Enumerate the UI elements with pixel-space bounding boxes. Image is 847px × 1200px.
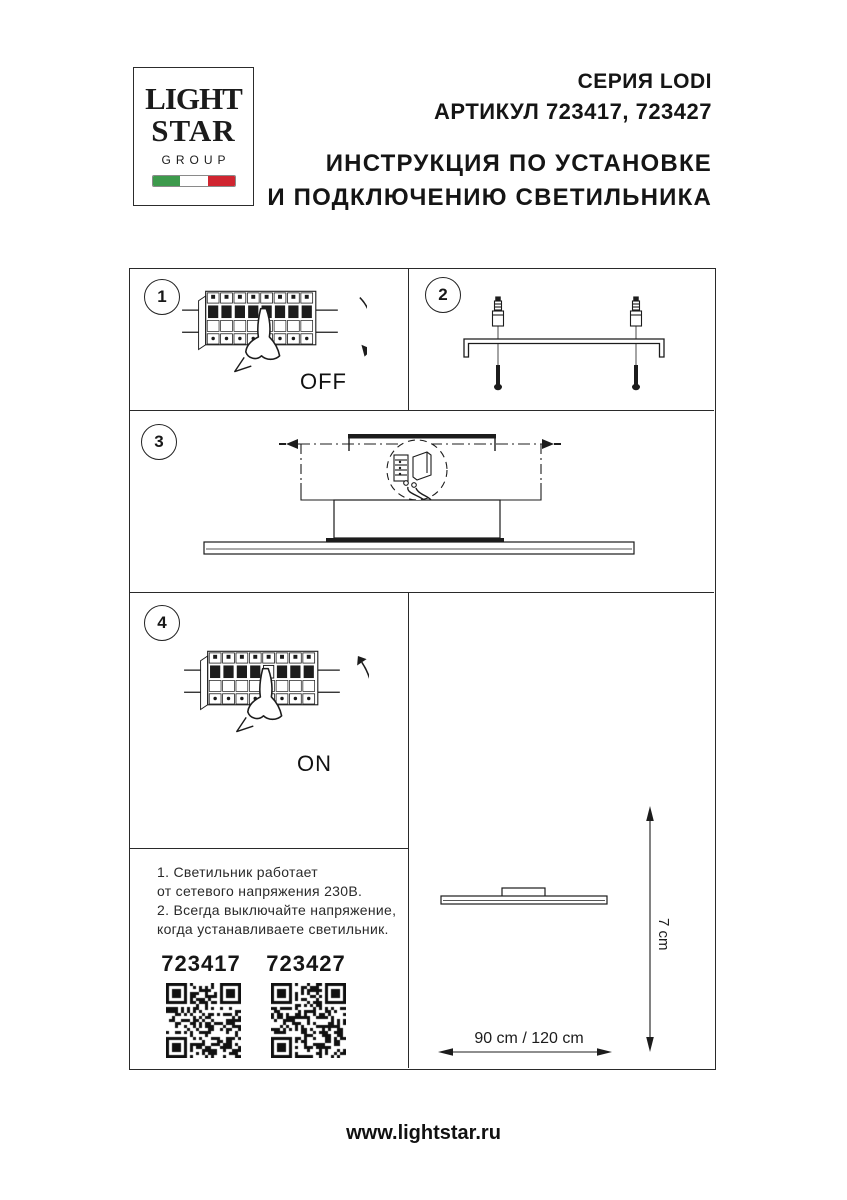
dimensions-panel — [409, 593, 714, 1068]
flag-green-segment — [153, 176, 180, 186]
safety-notes — [157, 863, 396, 939]
step-3-badge: 3 — [141, 424, 177, 460]
fixture-installation-diagram — [130, 411, 714, 591]
step-1-panel — [130, 269, 409, 411]
notes-panel — [130, 849, 409, 1068]
step-3-panel — [130, 411, 714, 593]
flag-red-segment — [208, 176, 235, 186]
article-numbers-line: АРТИКУЛ 723417, 723427 — [434, 99, 712, 124]
step-2-badge: 2 — [425, 277, 461, 313]
note-line: 2. Всегда выключайте напряжение, — [157, 902, 397, 918]
lightstar-logo — [133, 67, 254, 206]
note-line: от сетевого напряжения 230В. — [157, 883, 363, 899]
step-4-panel — [130, 593, 409, 849]
on-label: ON — [297, 751, 332, 776]
qr-code-723427 — [271, 983, 346, 1058]
off-label: OFF — [300, 369, 347, 394]
step-4-badge: 4 — [144, 605, 180, 641]
instruction-title-line1: ИНСТРУКЦИЯ ПО УСТАНОВКЕ — [325, 150, 712, 177]
logo-word-star: STAR — [151, 113, 236, 148]
height-dimension-label: 7 cm — [655, 918, 672, 951]
website-url: www.lightstar.ru — [346, 1122, 501, 1144]
mounting-bracket-drawing — [409, 269, 714, 409]
step-2-panel — [409, 269, 714, 411]
fixture-dimensions-drawing — [409, 593, 714, 1068]
step-1-badge: 1 — [144, 279, 180, 315]
series-title: СЕРИЯ LODI — [577, 70, 712, 93]
italian-flag-bar — [152, 175, 236, 187]
logo-word-light: LIGHT — [145, 81, 242, 116]
instruction-grid — [129, 268, 716, 1070]
header-text-block — [267, 70, 712, 212]
note-line: 1. Светильник работает — [157, 864, 318, 880]
qr-code-723417 — [166, 983, 241, 1058]
flag-white-segment — [180, 176, 207, 186]
article-number-723427: 723427 — [266, 951, 346, 976]
circuit-breaker-on-drawing — [184, 645, 369, 763]
width-dimension-label: 90 cm / 120 cm — [474, 1030, 584, 1047]
instruction-title-line2: И ПОДКЛЮЧЕНИЮ СВЕТИЛЬНИКА — [267, 184, 712, 211]
article-number-723417: 723417 — [161, 951, 241, 976]
note-line: когда устанавливаете светильник. — [157, 921, 389, 937]
logo-word-group: GROUP — [161, 153, 231, 167]
